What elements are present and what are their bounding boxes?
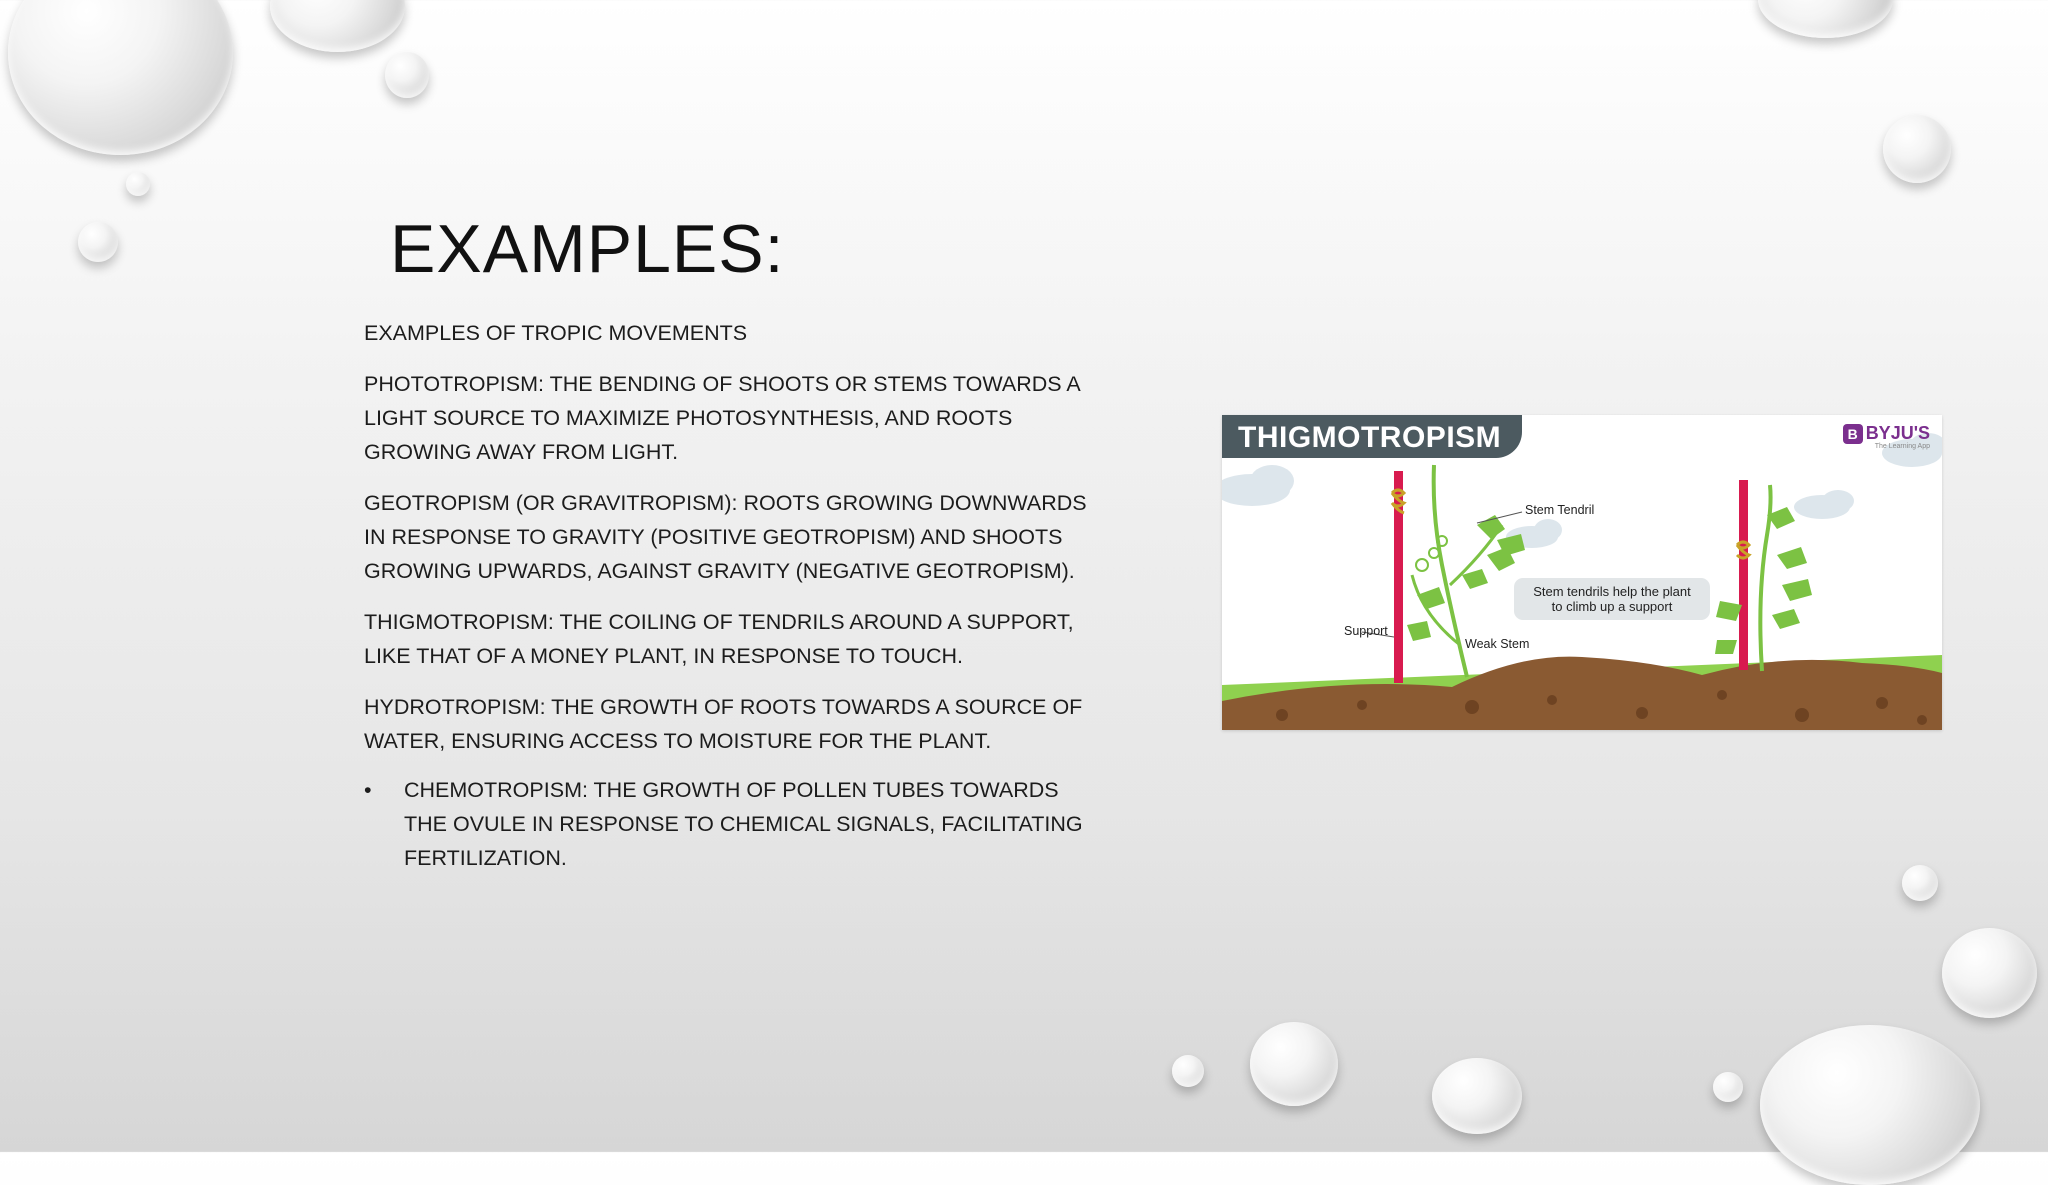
illustration-drawing [1222, 415, 1942, 730]
water-drop-decoration [1250, 1022, 1338, 1106]
paragraph-geotropism: GEOTROPISM (OR GRAVITROPISM): ROOTS GROWING DOWNWARDS IN RESPONSE TO GRAVITY (POSITIVE GEOTROPISM) AND SHOOTS GROWING UPWARDS, AGAINST GRAVITY (NEGATIVE GEOTROPISM). [364, 491, 1087, 583]
brand-mark-icon: B [1843, 424, 1863, 444]
paragraph-thigmotropism: THIGMOTROPISM: THE COILING OF TENDRILS AROUND A SUPPORT, LIKE THAT OF A MONEY PLANT, IN RESPONSE TO TOUCH. [364, 610, 1074, 668]
water-drop-decoration [1942, 928, 2037, 1018]
label-stem-tendril: Stem Tendril [1525, 503, 1595, 517]
paragraph-hydrotropism: HYDROTROPISM: THE GROWTH OF ROOTS TOWARDS A SOURCE OF WATER, ENSURING ACCESS TO MOISTURE FOR THE PLANT. [364, 695, 1083, 753]
bullet-text: CHEMOTROPISM: THE GROWTH OF POLLEN TUBES TOWARDS THE OVULE IN RESPONSE TO CHEMICAL SIGNALS, FACILITATING FERTILIZATION. [404, 778, 1083, 870]
figure-title: THIGMOTROPISM [1238, 421, 1502, 454]
water-drop-decoration [1432, 1058, 1522, 1134]
water-drop-decoration [1760, 1025, 1980, 1185]
water-drop-decoration [8, 0, 233, 155]
water-drop-decoration [78, 222, 118, 262]
callout-line-2: to climb up a support [1551, 599, 1673, 614]
water-drop-decoration [1902, 865, 1938, 901]
paragraph-phototropism: PHOTOTROPISM: THE BENDING OF SHOOTS OR STEMS TOWARDS A LIGHT SOURCE TO MAXIMIZE PHOTOSYNTHESIS, AND ROOTS GROWING AWAY FROM LIGHT. [364, 372, 1080, 464]
brand-tagline: The Learning App [1874, 443, 1930, 450]
slide-title: EXAMPLES: [390, 211, 785, 287]
water-drop-decoration [1758, 0, 1893, 38]
soil-mound [1222, 657, 1942, 730]
paragraph-intro: EXAMPLES OF TROPIC MOVEMENTS [364, 321, 748, 345]
support-pole-right [1739, 480, 1748, 670]
water-drop-decoration [126, 172, 150, 196]
plant-right [1715, 485, 1812, 671]
figure-title-bar [1222, 415, 1522, 458]
water-drop-decoration [1713, 1072, 1743, 1102]
label-support: Support [1344, 624, 1388, 638]
water-drop-decoration [385, 52, 429, 98]
callout-box [1514, 578, 1710, 620]
water-drop-decoration [1172, 1055, 1204, 1087]
callout-line-1: Stem tendrils help the plant [1533, 584, 1691, 599]
thigmotropism-illustration [1222, 415, 1942, 730]
slide-body [364, 316, 1104, 875]
water-drop-decoration [1883, 115, 1951, 183]
tendril-coil [1392, 490, 1749, 558]
water-drop-decoration [270, 0, 405, 52]
brand-logo [1843, 423, 1930, 444]
brand-name: BYJU'S [1865, 423, 1930, 443]
bullet-dot-icon: • [364, 778, 372, 802]
bullet-item-chemotropism [364, 773, 1104, 875]
label-weak-stem: Weak Stem [1465, 637, 1530, 651]
